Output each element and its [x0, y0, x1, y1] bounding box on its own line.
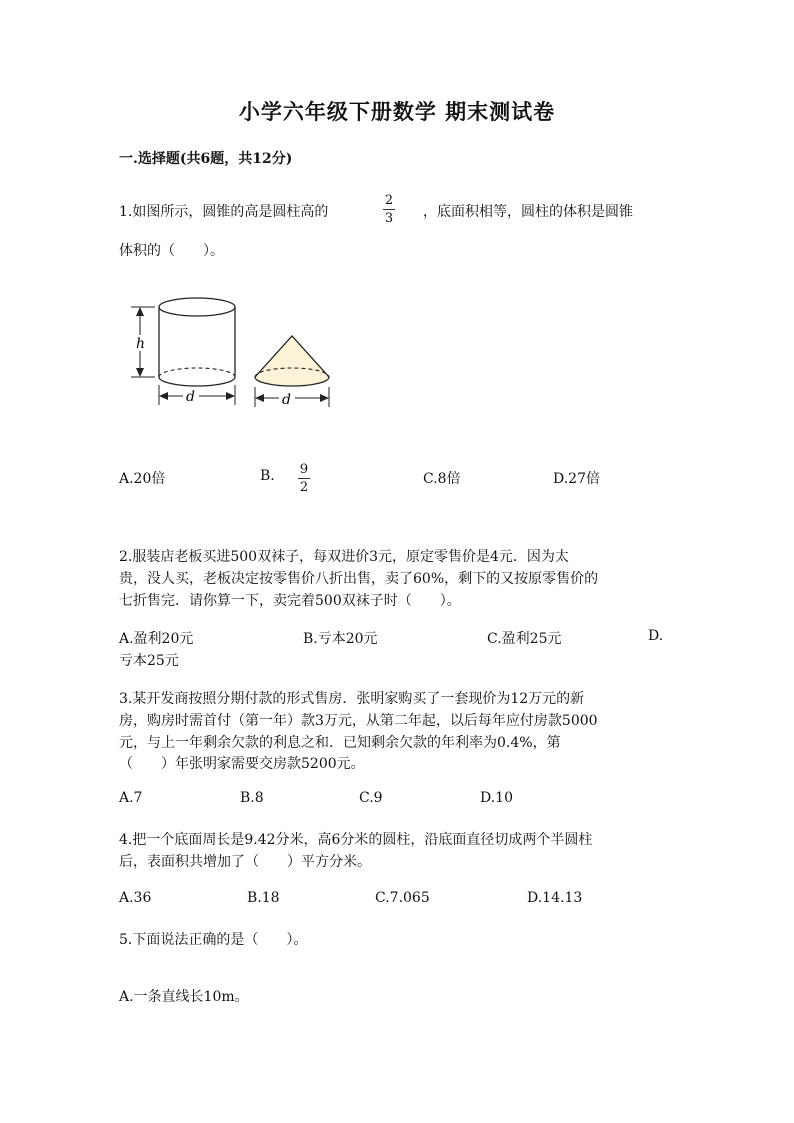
cone-d-arrow-left	[255, 394, 264, 402]
q1-text-a: 1.如图所示，圆锥的高是圆柱高的	[119, 204, 329, 220]
q2-option-b[interactable]: B.亏本20元	[303, 631, 378, 647]
q4-option-b[interactable]: B.18	[247, 890, 280, 906]
cylinder-top	[159, 298, 235, 316]
q1-option-b-fraction	[298, 462, 310, 495]
q1-fraction-numerator: 2	[384, 193, 394, 208]
q5-line-1: 5.下面说法正确的是（ ）。	[119, 932, 308, 948]
q2-option-a[interactable]: A.盈利20元	[119, 631, 194, 647]
q3-option-b[interactable]: B.8	[240, 790, 264, 806]
q1-fraction	[383, 193, 395, 226]
cyl-d-arrow-left	[159, 392, 168, 400]
fraction-bar	[298, 478, 310, 479]
height-label: h	[136, 336, 146, 352]
q4-option-d[interactable]: D.14.13	[527, 890, 583, 906]
q1-option-a[interactable]: A.20倍	[119, 471, 166, 487]
q1-option-b-denominator: 2	[299, 480, 309, 495]
q2-line-2: 贵，没人买，老板决定按零售价八折出售，卖了60%，剩下的又按原零售价的	[119, 571, 599, 587]
q1-text-c: 体积的（ ）。	[119, 243, 224, 259]
q3-option-c[interactable]: C.9	[359, 790, 383, 806]
q4-line-1: 4.把一个底面周长是9.42分米，高6分米的圆柱，沿底面直径切成两个半圆柱	[119, 832, 593, 848]
cylinder-bottom-front	[159, 377, 235, 386]
cylinder-bottom-back	[159, 368, 235, 377]
q3-line-4: （ ）年张明家需要交房款5200元。	[119, 756, 365, 772]
q2-option-d-text[interactable]: 亏本25元	[119, 653, 179, 669]
q1-option-b[interactable]: B.	[260, 468, 275, 484]
q2-option-d-prefix[interactable]: D.	[648, 628, 664, 644]
cyl-d-label: d	[186, 389, 195, 405]
q3-line-2: 房，购房时需首付（第一年）款3万元，从第二年起，以后每年应付房款5000	[119, 713, 598, 729]
q2-line-1: 2.服装店老板买进500双袜子，每双进价3元，原定零售价是4元．因为太	[119, 549, 569, 565]
q4-option-c[interactable]: C.7.065	[375, 890, 430, 906]
section-heading: 一.选择题(共6题，共12分)	[119, 151, 293, 167]
q5-option-a[interactable]: A.一条直线长10m。	[119, 989, 249, 1005]
cone-d-label: d	[282, 392, 291, 408]
q3-option-a[interactable]: A.7	[119, 790, 143, 806]
q2-option-c[interactable]: C.盈利25元	[487, 631, 562, 647]
height-arrow-up	[136, 307, 144, 316]
q1-text-b: ，底面积相等，圆柱的体积是圆锥	[423, 204, 633, 220]
q1-option-d[interactable]: D.27倍	[553, 471, 600, 487]
fraction-bar	[383, 209, 395, 210]
q4-line-2: 后，表面积共增加了（ ）平方分米。	[119, 854, 371, 870]
q4-option-a[interactable]: A.36	[119, 890, 152, 906]
height-arrow-down	[136, 368, 144, 377]
q1-option-b-numerator: 9	[299, 462, 309, 477]
page-title: 小学六年级下册数学 期末测试卷	[238, 99, 556, 124]
q1-figure	[125, 290, 340, 415]
q1-fraction-denominator: 3	[384, 211, 394, 226]
q2-line-3: 七折售完．请你算一下，卖完着500双袜子时（ ）。	[119, 593, 461, 609]
q3-option-d[interactable]: D.10	[480, 790, 513, 806]
cone-d-arrow-right	[320, 394, 329, 402]
q3-line-1: 3.某开发商按照分期付款的形式售房．张明家购买了一套现价为12万元的新	[119, 691, 585, 707]
q3-line-3: 元，与上一年剩余欠款的利息之和．已知剩余欠款的年利率为0.4%，第	[119, 735, 561, 751]
cone-body	[255, 336, 329, 386]
cyl-d-arrow-right	[226, 392, 235, 400]
q1-option-c[interactable]: C.8倍	[423, 471, 461, 487]
